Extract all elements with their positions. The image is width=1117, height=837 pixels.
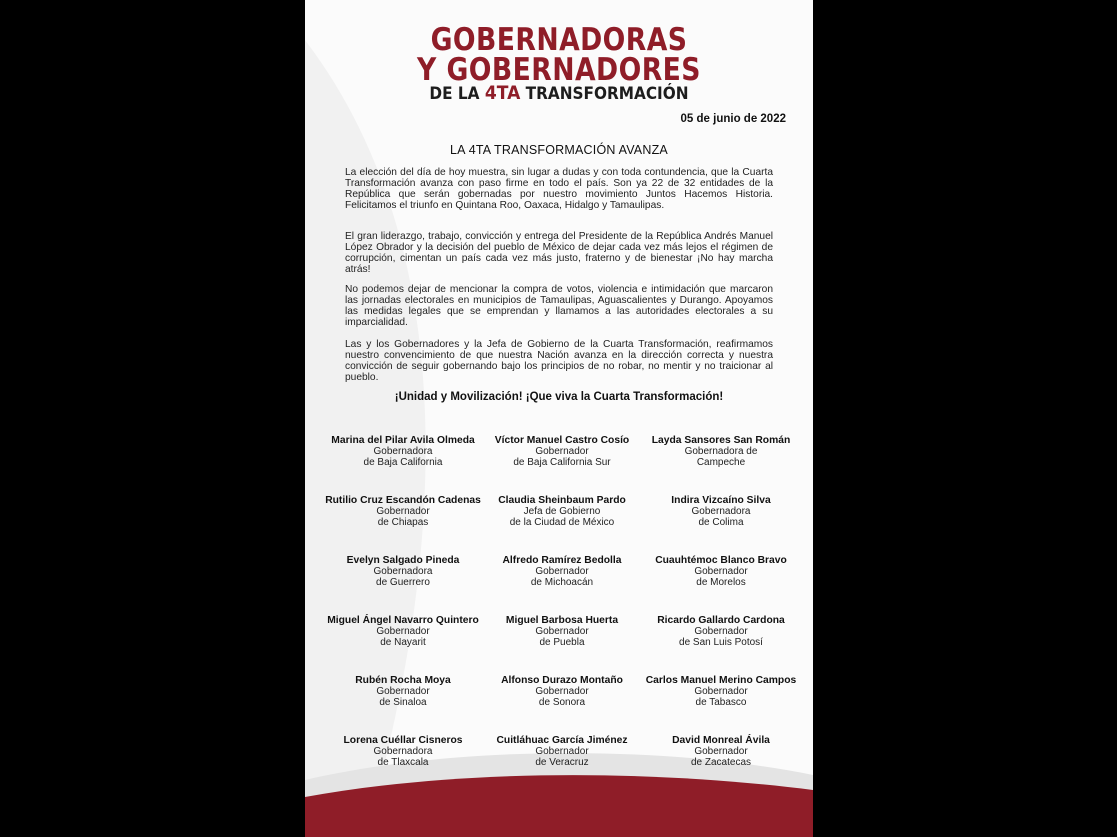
signatory-name: Carlos Manuel Merino Campos (645, 675, 797, 686)
signatory-place: de Baja California Sur (513, 457, 611, 468)
paragraph: El gran liderazgo, trabajo, convicción y entrega del Presidente de la República Andrés Manuel López Obrador y la decisión del pueblo de México de dejar cada vez más lejos el régimen de corrupción, cimentan un país cada vez más justo, fraterno y de bienestar ¡No hay marcha atrás! (345, 231, 773, 275)
signatory (313, 615, 493, 648)
signatory-place: de Morelos (696, 577, 746, 588)
signatory-role: Gobernador (376, 506, 430, 517)
signatory-place: de Veracruz (535, 757, 589, 768)
signatory-name: Indira Vizcaíno Silva (671, 495, 771, 506)
signatory-place: de la Ciudad de México (509, 517, 615, 528)
signatory (313, 735, 493, 768)
signatory-role: Gobernadora (373, 446, 433, 457)
signatory-name: Claudia Sheinbaum Pardo (498, 495, 626, 506)
signatory-place: de Sinaloa (379, 697, 427, 708)
signatory-role: Gobernador (535, 626, 589, 637)
signatory-role: Jefa de Gobierno (523, 506, 601, 517)
signatory-place: de Tabasco (695, 697, 747, 708)
signatory-place: Campeche (696, 457, 746, 468)
signatory (472, 675, 652, 708)
signatory-name: Layda Sansores San Román (651, 435, 791, 446)
signatory-role: Gobernador (535, 566, 589, 577)
signatory (631, 495, 811, 528)
signatory-name: Lorena Cuéllar Cisneros (343, 735, 463, 746)
paragraph: La elección del día de hoy muestra, sin lugar a dudas y con toda contundencia, que la Cuarta Transformación avanza con paso firme en todo el país. Son ya 22 de 32 entidades de la República que serán gobernadas por nuestro movimiento Juntos Hacemos Historia. Felicitamos el triunfo en Quintana Roo, Oaxaca, Hidalgo y Tamaulipas. (345, 167, 773, 211)
signatory (472, 495, 652, 528)
signatory-role: Gobernador (694, 626, 748, 637)
signatory-role: Gobernador (376, 626, 430, 637)
signatory (472, 555, 652, 588)
signatory-place: de Puebla (539, 637, 585, 648)
signatory-name: Alfredo Ramírez Bedolla (502, 555, 622, 566)
signatory (313, 555, 493, 588)
logo-line-3-accent: 4TA (484, 82, 521, 104)
signatory-name: Víctor Manuel Castro Cosío (494, 435, 630, 446)
signatory-name: Rutilio Cruz Escandón Cadenas (325, 495, 481, 506)
signatory-name: Alfonso Durazo Montaño (501, 675, 623, 686)
signatory-place: de Sonora (538, 697, 586, 708)
signatory-role: Gobernador (535, 746, 589, 757)
logo-line-3-prefix: DE LA (429, 84, 485, 104)
signatory-place: de Guerrero (376, 577, 430, 588)
decorative-background-curves (305, 0, 813, 837)
signatory (631, 615, 811, 648)
signatory-name: Marina del Pilar Avila Olmeda (331, 435, 475, 446)
signatory-place: de Tlaxcala (377, 757, 429, 768)
paragraph: Las y los Gobernadores y la Jefa de Gobierno de la Cuarta Transformación, reafirmamos nuestro convencimiento de que nuestra Nación avanza en la dirección correcta y nuestra convicción de seguir gobernando bajo los principios de no robar, no mentir y no traicionar al pueblo. (345, 339, 773, 383)
signatory (313, 435, 493, 468)
signatory-place: de Colima (698, 517, 744, 528)
signatory-name: David Monreal Ávila (672, 735, 770, 746)
signatory (313, 495, 493, 528)
signatory-role: Gobernador (376, 686, 430, 697)
signatory-place: de Michoacán (530, 577, 594, 588)
signatory-role: Gobernadora (373, 746, 433, 757)
signatory-role: Gobernadora (691, 506, 751, 517)
signatory-role: Gobernador (535, 446, 589, 457)
document-date: 05 de junio de 2022 (680, 113, 786, 125)
logo-line-3 (330, 82, 787, 104)
paragraph: No podemos dejar de mencionar la compra de votos, violencia e intimidación que marcaron las jornadas electorales en municipios de Tamaulipas, Aguascalientes y Durango. Apoyamos las medidas legales que se emprendan y llamamos a las autoridades electorales a su imparcialidad. (345, 284, 773, 328)
signatory-name: Cuauhtémoc Blanco Bravo (655, 555, 787, 566)
signatory-name: Cuitláhuac García Jiménez (496, 735, 628, 746)
signatory-role: Gobernador (535, 686, 589, 697)
signatory-place: de Zacatecas (690, 757, 752, 768)
logo-line-3-suffix: TRANSFORMACIÓN (520, 84, 689, 104)
signatory-place: de San Luis Potosí (679, 637, 763, 648)
signatory-place: de Chiapas (377, 517, 429, 528)
signatory (631, 675, 811, 708)
signatory (313, 675, 493, 708)
signatory-name: Ricardo Gallardo Cardona (657, 615, 785, 626)
signatory (472, 435, 652, 468)
signatory-place: de Baja California (363, 457, 443, 468)
slogan: ¡Unidad y Movilización! ¡Que viva la Cuarta Transformación! (394, 391, 724, 403)
logo-line-1: GOBERNADORAS (430, 22, 688, 58)
signatory-name: Miguel Barbosa Huerta (505, 615, 619, 626)
signatory (631, 435, 811, 468)
signatory-name: Evelyn Salgado Pineda (346, 555, 460, 566)
signatory-name: Miguel Ángel Navarro Quintero (327, 615, 479, 626)
signatory (631, 555, 811, 588)
signatory (472, 735, 652, 768)
signatory-name: Rubén Rocha Moya (355, 675, 451, 686)
document-page (305, 0, 813, 837)
signatory (631, 735, 811, 768)
signatory-place: de Nayarit (380, 637, 426, 648)
signatory-role: Gobernadora de (684, 446, 758, 457)
signatory-role: Gobernadora (373, 566, 433, 577)
signatory-role: Gobernador (694, 566, 748, 577)
logo-line-2: Y GOBERNADORES (417, 52, 701, 88)
signatory-role: Gobernador (694, 686, 748, 697)
document-title: LA 4TA TRANSFORMACIÓN AVANZA (450, 143, 668, 157)
signatory (472, 615, 652, 648)
signatory-role: Gobernador (694, 746, 748, 757)
